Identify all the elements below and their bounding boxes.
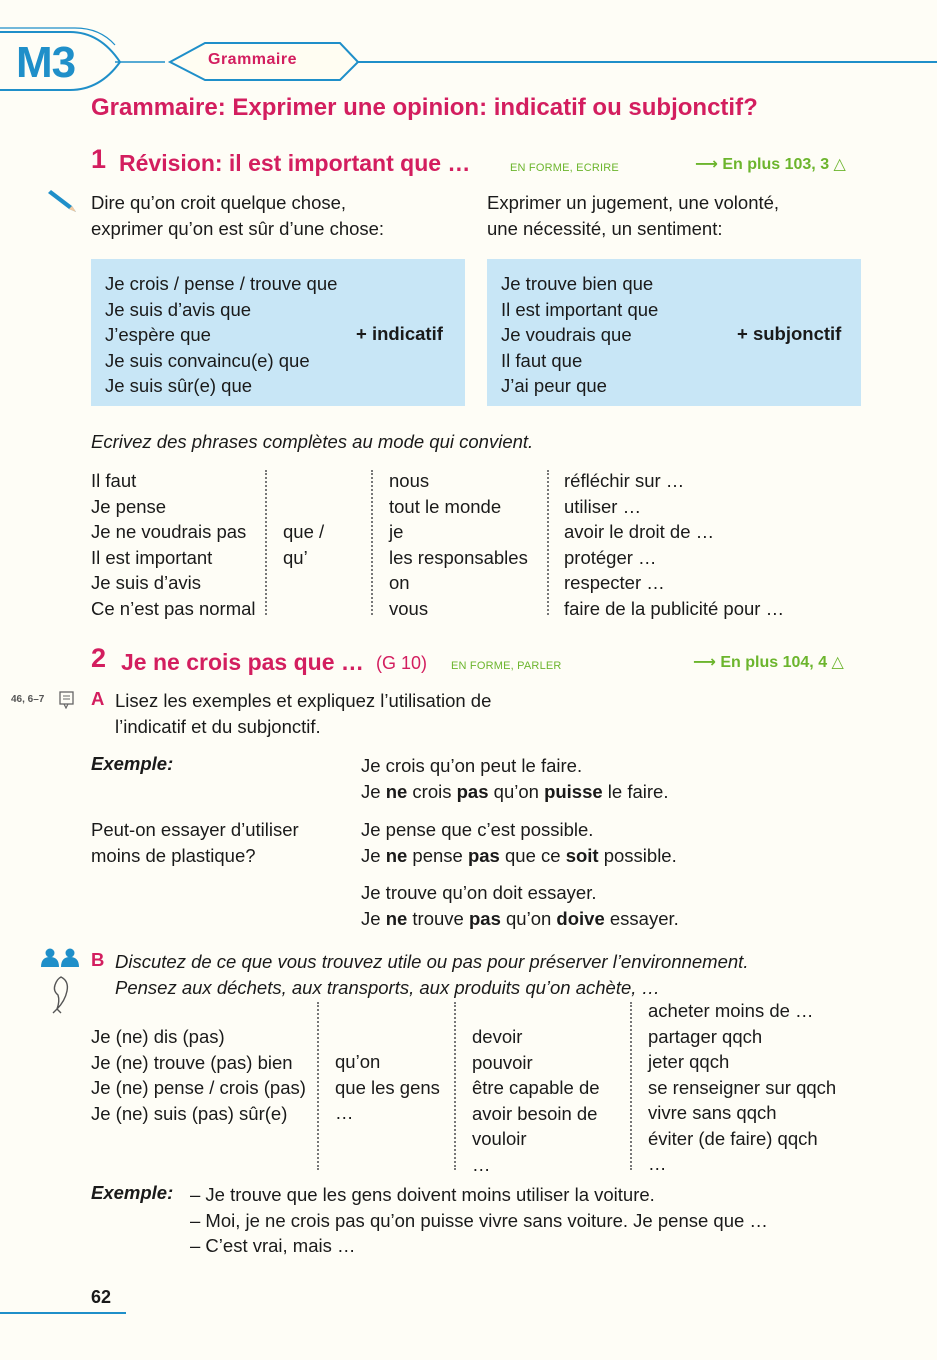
part-b-instruction: Discutez de ce que vous trouvez utile ou pas pour préserver l’environnement. Pensez aux déchets, aux transports, aux produits qu’on achète, … bbox=[115, 951, 749, 998]
indicative-list: Je crois / pense / trouve que Je suis d’avis que J’espère que Je suis convaincu(e) que Je suis sûr(e) que bbox=[105, 273, 338, 396]
example-pair-2: Je pense que c’est possible. Je ne pense pas que ce soit possible. bbox=[361, 819, 677, 866]
section1-heading: Révision: il est important que … bbox=[119, 150, 471, 176]
section1-more-link[interactable]: ⟶ En plus 103, 3 △ bbox=[695, 156, 846, 173]
section1-intro-right: Exprimer un jugement, une volonté, une nécessité, un sentiment: bbox=[487, 192, 780, 239]
footer-rule bbox=[0, 1312, 126, 1314]
s2-col2: qu’on que les gens … bbox=[335, 1051, 440, 1123]
s2-divider-1 bbox=[317, 1002, 319, 1170]
example-pair-1: Je crois qu’on peut le faire. Je ne crois pas qu’on puisse le faire. bbox=[361, 755, 669, 802]
s2-divider-2 bbox=[454, 1002, 456, 1170]
workbook-icon bbox=[58, 691, 76, 709]
s1-divider-2 bbox=[371, 470, 373, 615]
s1-col1: Il faut Je pense Je ne voudrais pas Il est important Je suis d’avis Ce n’est pas normal bbox=[91, 470, 256, 619]
s2-col3: devoir pouvoir être capable de avoir besoin de vouloir … bbox=[472, 1026, 600, 1175]
s2-divider-3 bbox=[630, 1002, 632, 1170]
s2-col1: Je (ne) dis (pas) Je (ne) trouve (pas) bien Je (ne) pense / crois (pas) Je (ne) suis (pas) sûr(e) bbox=[91, 1026, 306, 1124]
s1-col3: nous tout le monde je les responsables on vous bbox=[389, 470, 528, 619]
part-a-question: Peut-on essayer d’utiliser moins de plastique? bbox=[91, 819, 299, 866]
section1-intro-left: Dire qu’on croit quelque chose, exprimer qu’on est sûr d’une chose: bbox=[91, 192, 385, 239]
s1-col4: réfléchir sur … utiliser … avoir le droit de … protéger … respecter … faire de la publicité pour … bbox=[564, 470, 785, 619]
header-decoration bbox=[0, 0, 937, 100]
section1-tag: EN FORME, ECRIRE bbox=[510, 162, 619, 174]
section2-heading: Je ne crois pas que … bbox=[121, 649, 364, 675]
module-label: M3 bbox=[16, 38, 76, 87]
side-reference: 46, 6–7 bbox=[11, 694, 45, 705]
part-a-instruction: Lisez les exemples et expliquez l’utilisation de l’indicatif et du subjonctif. bbox=[115, 690, 492, 737]
header-tab: Grammaire bbox=[208, 51, 297, 68]
part-b-example-label: Exemple: bbox=[91, 1182, 174, 1203]
section2-more-link[interactable]: ⟶ En plus 104, 4 △ bbox=[693, 654, 844, 671]
subjunctive-list: Je trouve bien que Il est important que Je voudrais que Il faut que J’ai peur que bbox=[501, 273, 659, 396]
s1-divider-1 bbox=[265, 470, 267, 615]
page-number: 62 bbox=[91, 1287, 112, 1307]
section2-ref: (G 10) bbox=[376, 653, 428, 673]
example-pair-3: Je trouve qu’on doit essayer. Je ne trouve pas qu’on doive essayer. bbox=[361, 882, 679, 929]
dolphin-icon bbox=[49, 975, 73, 1015]
s2-col4: acheter moins de … partager qqch jeter qqch se renseigner sur qqch vivre sans qqch éviter (de faire) qqch … bbox=[648, 1000, 837, 1174]
section2-number: 2 bbox=[91, 643, 107, 673]
pencil-icon bbox=[48, 186, 80, 214]
section1-instruction: Ecrivez des phrases complètes au mode qui convient. bbox=[91, 431, 534, 452]
subjunctive-label: + subjonctif bbox=[737, 323, 842, 344]
section2-tag: EN FORME, PARLER bbox=[451, 660, 562, 672]
s1-divider-3 bbox=[547, 470, 549, 615]
part-b-dialogue: – Je trouve que les gens doivent moins utiliser la voiture. – Moi, je ne crois pas qu’on puisse vivre sans voiture. Je pense que … – C’est vrai, mais … bbox=[190, 1184, 768, 1256]
part-a-letter: A bbox=[91, 688, 105, 709]
part-a-example-label: Exemple: bbox=[91, 753, 174, 774]
page-title: Grammaire: Exprimer une opinion: indicatif ou subjonctif? bbox=[91, 94, 758, 121]
indicative-label: + indicatif bbox=[356, 323, 443, 344]
pair-work-icon bbox=[40, 947, 82, 969]
part-b-letter: B bbox=[91, 949, 105, 970]
s1-col2: que / qu’ bbox=[283, 521, 325, 568]
section1-number: 1 bbox=[91, 144, 107, 174]
